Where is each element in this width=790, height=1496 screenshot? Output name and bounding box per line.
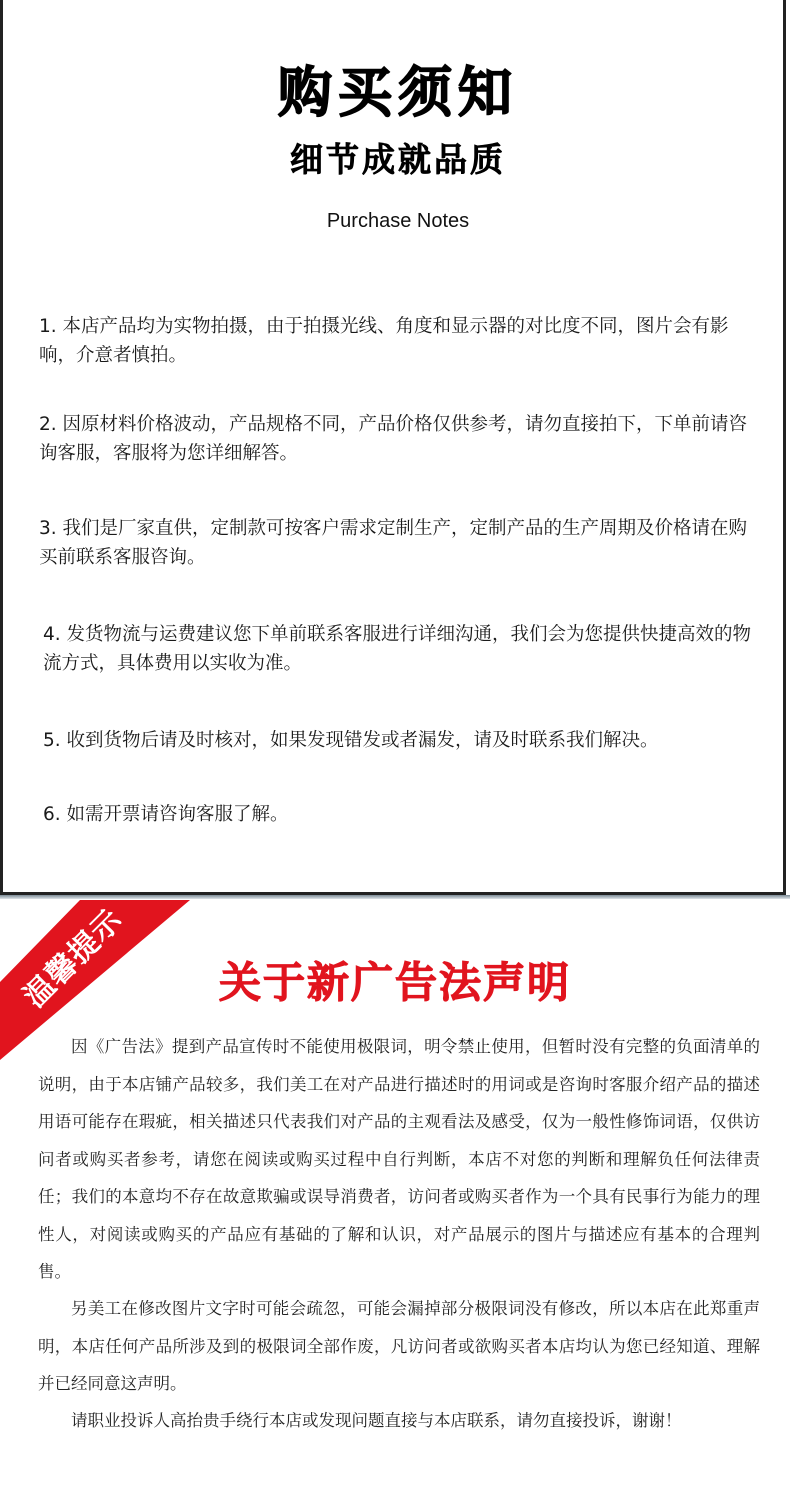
note-item: 5. 收到货物后请及时核对，如果发现错发或者漏发，请及时联系我们解决。: [43, 730, 659, 751]
declaration-title: 关于新广告法声明: [218, 958, 571, 1007]
note-item: 1. 本店产品均为实物拍摄，由于拍摄光线、角度和显示器的对比度不同，图片会有影响，介意者慎拍。: [39, 316, 729, 366]
note-item: 2. 因原材料价格波动，产品规格不同，产品价格仅供参考，请勿直接拍下，下单前请咨询客服，客服将为您详细解答。: [39, 414, 748, 464]
declaration-paragraph: 因《广告法》提到产品宣传时不能使用极限词，明令禁止使用，但暂时没有完整的负面清单的说明，由于本店铺产品较多，我们美工在对产品进行描述时的用词或是咨询时客服介绍产品的描述用语可能存在瑕疵，相关描述只代表我们对产品的主观看法及感受，仅为一般性修饰词语，仅供访问者或购买者参考，请您在阅读或购买过程中自行判断，本店不对您的判断和理解负任何法律责任；我们的本意均不存在故意欺骗或误导消费者，访问者或购买者作为一个具有民事行为能力的理性人，对阅读或购买的产品应有基础的了解和认识，对产品展示的图片与描述应有基本的合理判售。: [38, 1037, 760, 1281]
declaration-paragraph: 另美工在修改图片文字时可能会疏忽，可能会漏掉部分极限词没有修改，所以本店在此郑重声明，本店任何产品所涉及到的极限词全部作废，凡访问者或欲购买者本店均认为您已经知道、理解并已经同意这声明。: [38, 1299, 760, 1393]
page-subtitle: 细节成就品质: [290, 140, 506, 179]
note-item: 6. 如需开票请咨询客服了解。: [43, 804, 289, 825]
english-title: Purchase Notes: [326, 210, 470, 232]
page-title: 购买须知: [278, 61, 518, 124]
note-item: 3. 我们是厂家直供，定制款可按客户需求定制生产，定制产品的生产周期及价格请在购买前联系客服咨询。: [39, 518, 748, 568]
ribbon-label: 温馨提示: [17, 902, 130, 1015]
declaration-paragraph: 请职业投诉人高抬贵手绕行本店或发现问题直接与本店联系，请勿直接投诉，谢谢！: [71, 1411, 682, 1430]
note-item: 4. 发货物流与运费建议您下单前联系客服进行详细沟通，我们会为您提供快捷高效的物流方式，具体费用以实收为准。: [43, 624, 752, 674]
